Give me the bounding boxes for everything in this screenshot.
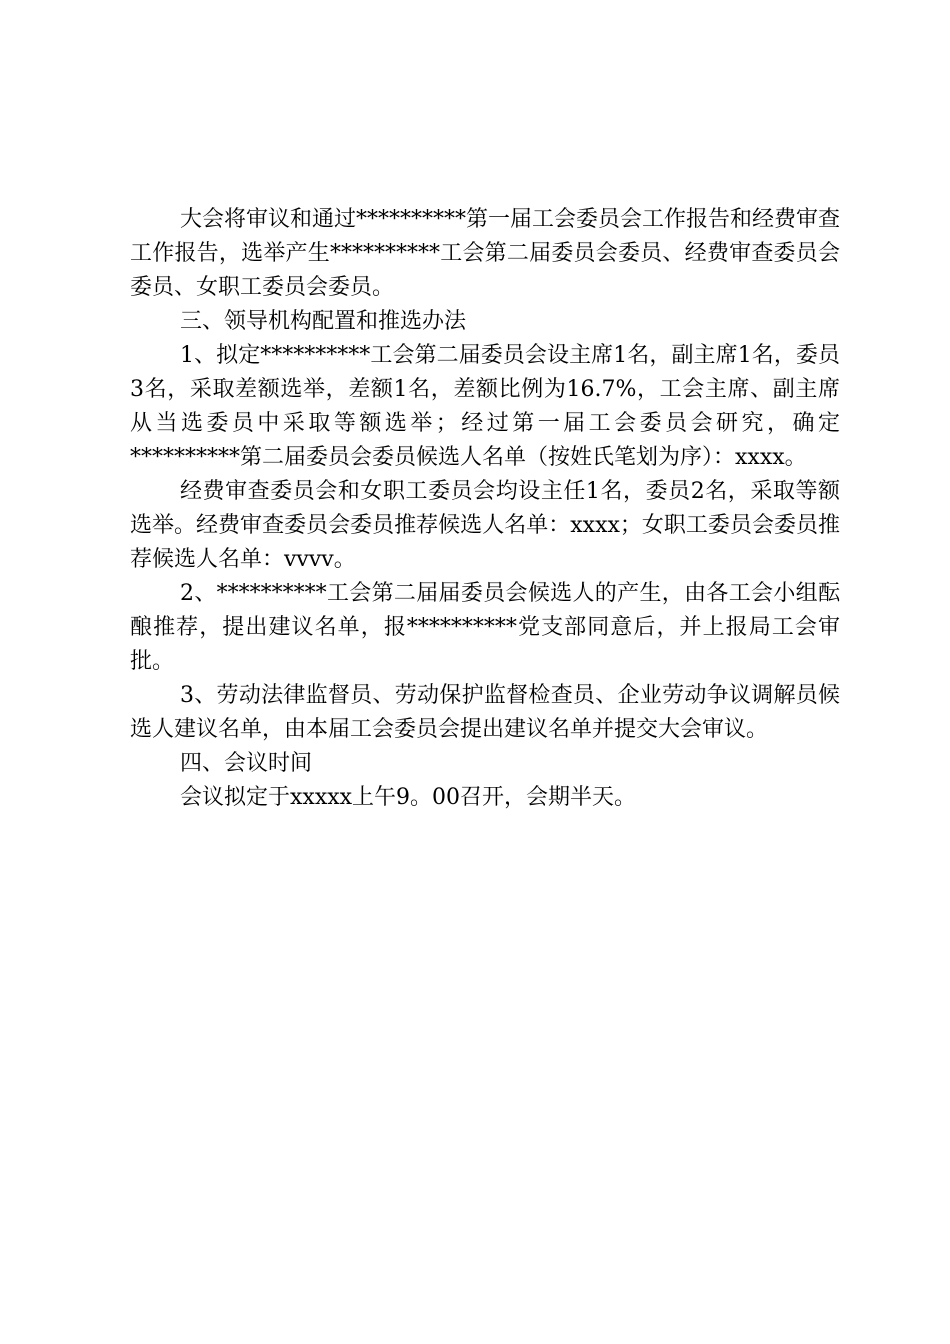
section-heading-leadership: 三、领导机构配置和推选办法 xyxy=(180,309,467,334)
paragraph-congress-agenda: 大会将审议和通过**********第一届工会委员会工作报告和经费审查工作报告，选举产生**********工会第二届委员会委员、经费审查委员会委员、女职工委员会委员。 xyxy=(130,207,841,300)
paragraph-committee-composition: 1、拟定**********工会第二届委员会设主席1名，副主席1名，委员3名，采取差额选举，差额1名，差额比例为16.7%，工会主席、副主席从当选委员中采取等额选举；经过第一届工会委员会研究，确定**********第二届委员会委员候选人名单（按姓氏笔划为序）：xxxx。 xyxy=(130,343,840,470)
paragraph-audit-women-committees: 经费审查委员会和女职工委员会均设主任1名，委员2名，采取等额选举。经费审查委员会委员推荐候选人名单：xxxx；女职工委员会委员推荐候选人名单：vvvv。 xyxy=(130,479,840,572)
paragraph-meeting-schedule: 会议拟定于xxxxx上午9。00召开，会期半天。 xyxy=(180,785,637,810)
paragraph-candidate-nomination: 2、**********工会第二届届委员会候选人的产生，由各工会小组酝酿推荐，提出建议名单，报**********党支部同意后，并上报局工会审批。 xyxy=(130,581,840,674)
paragraph-labor-supervisors: 3、劳动法律监督员、劳动保护监督检查员、企业劳动争议调解员候选人建议名单，由本届工会委员会提出建议名单并提交大会审议。 xyxy=(130,683,840,742)
section-heading-meeting-time: 四、会议时间 xyxy=(180,751,313,776)
document-body xyxy=(130,203,840,815)
